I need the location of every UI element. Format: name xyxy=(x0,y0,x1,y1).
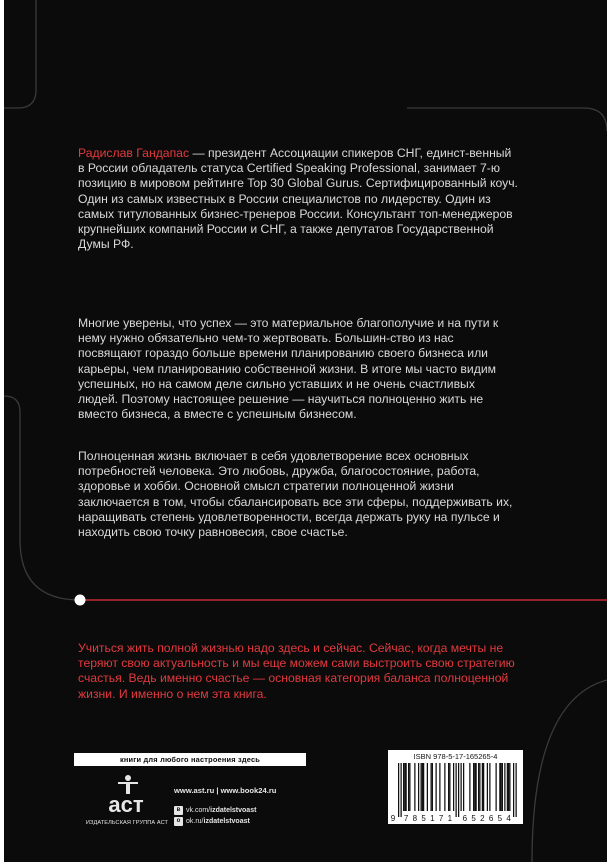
author-name: Радислав Гандапас xyxy=(78,146,190,160)
decor-red-dot xyxy=(75,595,86,606)
barcode-bar xyxy=(401,763,402,817)
barcode-bar xyxy=(461,763,462,811)
barcode-digit: 7 xyxy=(403,814,409,823)
barcode-bar xyxy=(479,763,480,811)
publisher-name: ИЗДАТЕЛЬСКАЯ ГРУППА АСТ xyxy=(85,820,169,826)
barcode-bar xyxy=(487,763,488,811)
barcode-bar xyxy=(414,763,415,811)
barcode-bar xyxy=(439,763,440,811)
barcode-bar xyxy=(418,763,419,811)
barcode-bar xyxy=(516,763,517,817)
vk-handle: izdatelstvoast xyxy=(210,807,257,814)
barcode-bar xyxy=(489,763,490,811)
barcode-bar xyxy=(458,763,459,817)
barcode-digit: 2 xyxy=(480,814,485,823)
description-paragraph-2: Полноценная жизнь включает в себя удовлетворение всех основных потребностей человека. Это любовь, дружба, благосостояние, работа, здоровье и хобби. Основной смысл стратегии полноценной жизни заключается в том, чтобы сбалансировать все эти сферы, поддерживать их, наращивать степень удовлетворенности, всегда держать руку на пульсе и находить свою точку равновесия, свое счастье. xyxy=(78,449,513,540)
barcode-digit: 1 xyxy=(430,814,435,823)
barcode-bar xyxy=(463,763,464,811)
barcode-digit: 1 xyxy=(447,814,453,823)
barcode-bar xyxy=(406,763,407,811)
barcode-bar xyxy=(483,763,484,811)
barcode-bar xyxy=(504,763,505,811)
barcode-bar xyxy=(469,763,470,811)
barcode-bar xyxy=(501,763,502,811)
barcode-bar xyxy=(482,763,483,811)
barcode-bar xyxy=(499,763,500,811)
vk-icon: в xyxy=(174,806,183,815)
barcode-bar xyxy=(496,763,497,811)
barcode-bar xyxy=(448,763,449,811)
decor-arc-bottom-right xyxy=(532,680,607,862)
barcode-bar xyxy=(409,763,410,811)
barcode-bar xyxy=(474,763,475,811)
barcode-digit: 7 xyxy=(438,814,444,823)
barcode-bar xyxy=(502,763,503,811)
barcode-bar xyxy=(509,763,510,811)
barcode-bar xyxy=(456,763,457,817)
barcode-block xyxy=(388,750,523,824)
publisher-links xyxy=(174,786,314,827)
vk-prefix: vk.com/ xyxy=(186,807,211,814)
barcode-bar xyxy=(508,763,509,811)
barcode-digit: 9 xyxy=(390,814,396,823)
ok-prefix: ok.ru/ xyxy=(186,818,204,825)
barcode-bar xyxy=(453,763,454,811)
publisher-tagline: книги для любого настроения здесь xyxy=(74,753,306,766)
barcode-digit: 5 xyxy=(471,814,476,823)
barcode-digit: 6 xyxy=(462,814,468,823)
decor-curve-mid-left xyxy=(4,396,80,600)
barcode-bar xyxy=(449,763,450,811)
barcode-digit: 4 xyxy=(506,814,511,823)
barcode-bar xyxy=(398,763,399,817)
ok-handle: izdatelstvoast xyxy=(203,818,250,825)
isbn-label: ISBN 978-5-17-165265-4 xyxy=(413,752,498,761)
barcode-bar xyxy=(421,763,422,811)
barcode-bar xyxy=(444,763,445,811)
barcode-bar xyxy=(507,763,508,811)
author-bio-text: — президент Ассоциации спикеров СНГ, единст-венный в России обладатель статуса Certified Speaking Professional, занимает 7-ю позицию в мировом рейтинге Top 30 Global Gurus. Сертифицированный коуч. Один из самых известных в России специалистов по лидерству. Один из самых титулованных бизнес-тренеров России. Консультант топ-менеджеров крупнейших компаний России и СНГ, а также депутатов Государственной Думы РФ. xyxy=(78,146,518,252)
barcode-bar xyxy=(436,763,437,811)
author-bio xyxy=(78,146,518,252)
barcode-digit: 5 xyxy=(421,814,426,823)
description-paragraph-1: Многие уверены, что успех — это материальное благополучие и на пути к нему нужно обязательно чем-то жертвовать. Большин-ство из нас посвящают гораздо больше времени планированию своего бизнеса или карьеры, чем планированию собственной жизни. В итоге мы часто видим успешных, но на самом деле сильно уставших и не очень счастливых людей. Поэтому настоящее решение — научиться полноценно жить не вместо бизнеса, а вместе с успешным бизнесом. xyxy=(78,316,499,422)
barcode-digits xyxy=(391,814,512,823)
vk-link[interactable] xyxy=(174,805,314,816)
barcode-bar xyxy=(513,763,514,817)
barcode-bar xyxy=(473,763,474,811)
barcode-bar xyxy=(403,763,404,811)
highlight-paragraph: Учиться жить полной жизнью надо здесь и сейчас. Сейчас, когда мечты не теряют свою актуальность и мы еще можем сами выстроить свою стратегию счастья. Ведь именно счастье — основная категория баланса полноценной жизни. И именно о нем эта книга. xyxy=(78,641,515,701)
barcode-bar xyxy=(478,763,479,811)
book-back-cover xyxy=(4,0,607,862)
ok-icon: о xyxy=(174,817,183,826)
ean-barcode xyxy=(388,761,523,824)
ast-logo xyxy=(88,772,158,818)
barcode-digit: 6 xyxy=(488,814,494,823)
ok-link[interactable] xyxy=(174,816,314,827)
barcode-bar xyxy=(422,763,423,811)
decorative-lines xyxy=(4,0,607,862)
publisher-websites[interactable]: www.ast.ru | www.book24.ru xyxy=(174,786,277,795)
barcode-bar xyxy=(404,763,405,811)
barcode-bar xyxy=(408,763,409,811)
barcode-bar xyxy=(476,763,477,811)
barcode-digit: 8 xyxy=(412,814,418,823)
barcode-bars xyxy=(398,763,517,817)
barcode-bar xyxy=(432,763,433,811)
barcode-bar xyxy=(431,763,432,811)
barcode-bar xyxy=(427,763,428,811)
decor-curve-top-right xyxy=(407,108,607,131)
decor-curve-top-left xyxy=(4,0,36,108)
barcode-digit: 5 xyxy=(497,814,503,823)
barcode-bar xyxy=(423,763,424,811)
ast-logo-text: аст xyxy=(108,792,144,817)
